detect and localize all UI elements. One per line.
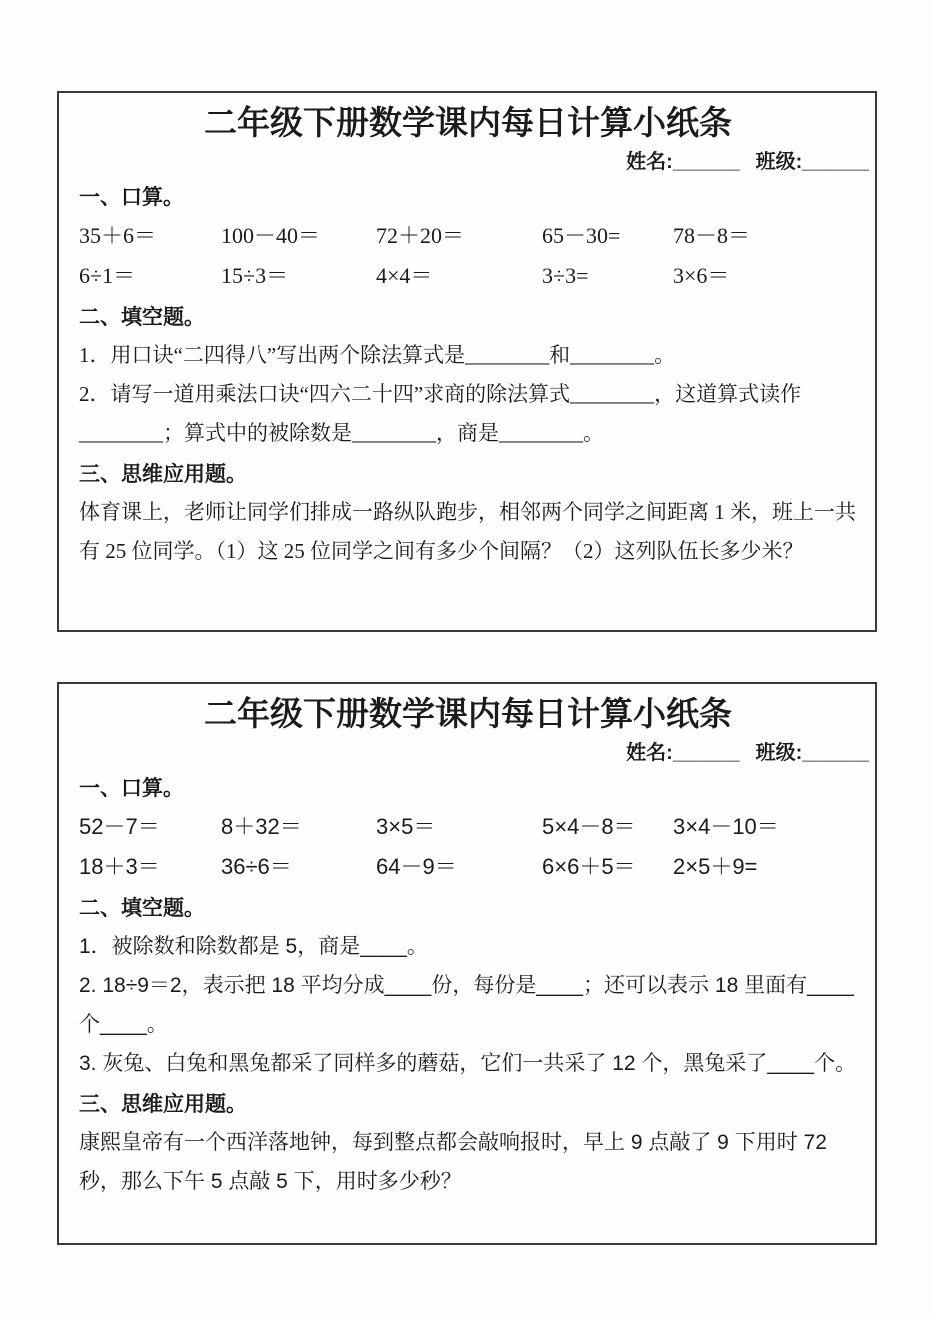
equation: 8＋32＝ bbox=[221, 814, 302, 839]
fill-item: 1．用口诀“二四得八”写出两个除法算式是________和________。 bbox=[79, 343, 676, 367]
fill-section-heading: 二、填空题。 bbox=[79, 306, 205, 329]
equation: 52－7＝ bbox=[79, 814, 160, 839]
name-blank: ______ bbox=[672, 151, 740, 173]
equation: 3×4－10＝ bbox=[673, 814, 779, 839]
equation: 3×5＝ bbox=[376, 814, 436, 839]
equation: 3÷3= bbox=[542, 263, 589, 288]
application-section-heading: 三、思维应用题。 bbox=[79, 463, 247, 486]
application-section-heading: 三、思维应用题。 bbox=[79, 1093, 247, 1116]
equation: 2×5＋9= bbox=[673, 854, 758, 879]
name-label: 姓名: bbox=[626, 742, 673, 764]
equation: 78－8＝ bbox=[673, 223, 751, 248]
equation: 35＋6＝ bbox=[79, 223, 157, 248]
worksheet-title: 二年级下册数学课内每日计算小纸条 bbox=[204, 695, 732, 732]
class-label: 班级: bbox=[755, 151, 803, 173]
application-text: 康熙皇帝有一个西洋落地钟，每到整点都会敲响报时，早上 9 点敲了 9 下用时 72 秒，那么下午 5 点敲 5 下，用时多少秒？ bbox=[79, 1131, 827, 1193]
equation: 65－30= bbox=[542, 223, 621, 248]
class-label: 班级: bbox=[755, 742, 803, 764]
oral-section-heading: 一、口算。 bbox=[79, 777, 184, 800]
name-blank: ______ bbox=[672, 742, 740, 764]
equation: 3×6＝ bbox=[673, 263, 730, 288]
worksheet-card-1 bbox=[57, 91, 877, 632]
equation: 4×4＝ bbox=[376, 263, 433, 288]
name-class-line bbox=[79, 148, 869, 176]
oral-equation-grid bbox=[79, 216, 857, 296]
class-blank: ______ bbox=[802, 151, 869, 173]
worksheet-card-2 bbox=[57, 682, 877, 1245]
oral-equation-grid bbox=[79, 807, 857, 887]
equation: 6×6＋5＝ bbox=[542, 854, 636, 879]
fill-item: 2. 18÷9＝2，表示把 18 平均分成____份，每份是____；还可以表示 18 里面有____个____。 bbox=[79, 974, 854, 1036]
name-label: 姓名: bbox=[626, 151, 673, 173]
equation: 15÷3＝ bbox=[221, 263, 289, 288]
application-text: 体育课上，老师让同学们排成一路纵队跑步，相邻两个同学之间距离 1 米，班上一共有 25 位同学。（1）这 25 位同学之间有多少个间隔？（2）这列队伍长多少米？ bbox=[79, 500, 856, 563]
equation: 72＋20＝ bbox=[376, 223, 465, 248]
worksheet-title: 二年级下册数学课内每日计算小纸条 bbox=[204, 104, 732, 141]
fill-item: 1．被除数和除数都是 5，商是____。 bbox=[79, 935, 428, 958]
equation: 6÷1＝ bbox=[79, 263, 136, 288]
fill-section-heading: 二、填空题。 bbox=[79, 897, 205, 920]
equation: 100－40＝ bbox=[221, 223, 321, 248]
equation: 18＋3＝ bbox=[79, 854, 160, 879]
equation: 36÷6＝ bbox=[221, 854, 292, 879]
class-blank: ______ bbox=[802, 742, 869, 764]
fill-item: 2．请写一道用乘法口诀“四六二十四”求商的除法算式________，这道算式读作________；算式中的被除数是________，商是________。 bbox=[79, 382, 802, 445]
oral-section-heading: 一、口算。 bbox=[79, 186, 184, 209]
name-class-line bbox=[79, 739, 869, 767]
equation: 5×4－8＝ bbox=[542, 814, 636, 839]
fill-item: 3. 灰兔、白兔和黑兔都采了同样多的蘑菇，它们一共采了 12 个，黑兔采了____个。 bbox=[79, 1052, 857, 1075]
equation: 64－9＝ bbox=[376, 854, 457, 879]
